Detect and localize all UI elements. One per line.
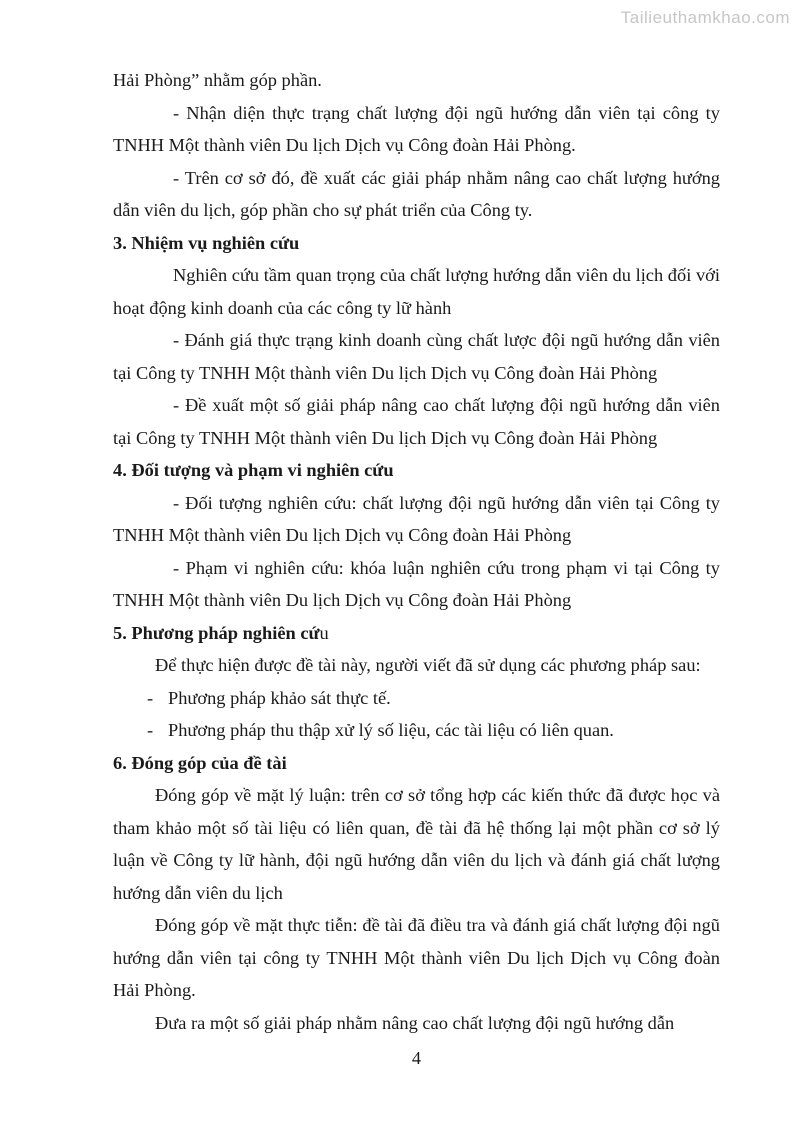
list-dash-icon: - xyxy=(147,720,154,740)
section-heading-3: 3. Nhiệm vụ nghiên cứu xyxy=(113,232,300,253)
method-list-item-2 xyxy=(113,714,720,747)
paragraph-s6-1: Đóng góp về mặt lý luận: trên cơ sở tổng hợp các kiến thức đã được học và tham khảo một số tài liệu có liên quan, đề tài đã hệ thống lại một phần cơ sở lý luận về Công ty lữ hành, đội ngũ hướng dẫn viên du lịch và đánh giá chất lượng hướng dẫn viên du lịch xyxy=(113,785,720,903)
method-list-item-1 xyxy=(113,682,720,715)
paragraph-s3-1: Nghiên cứu tầm quan trọng của chất lượng hướng dẫn viên du lịch đối với hoạt động kinh doanh của các công ty lữ hành xyxy=(113,265,720,318)
paragraph-s3-2: - Đánh giá thực trạng kinh doanh cùng chất lược đội ngũ hướng dẫn viên tại Công ty TNHH Một thành viên Du lịch Dịch vụ Công đoàn Hải Phòng xyxy=(113,330,720,383)
page-footer xyxy=(113,1042,720,1075)
paragraph-intro-continuation: Hải Phòng” nhằm góp phần. xyxy=(113,70,322,90)
section-heading-6: 6. Đóng góp của đề tài xyxy=(113,752,287,773)
section-heading-5-bold-part: 5. Phương pháp nghiên cứ xyxy=(113,622,320,643)
section-heading-5-regular-part: u xyxy=(319,622,329,643)
paragraph-objective-1: - Nhận diện thực trạng chất lượng đội ngũ hướng dẫn viên tại công ty TNHH Một thành viên Du lịch Dịch vụ Công đoàn Hải Phòng. xyxy=(113,102,720,155)
method-list-item-1-text: Phương pháp khảo sát thực tế. xyxy=(168,687,391,708)
paragraph-s6-2: Đóng góp về mặt thực tiễn: đề tài đã điều tra và đánh giá chất lượng đội ngũ hướng dẫn viên tại công ty TNHH Một thành viên Du lịch Dịch vụ Công đoàn Hải Phòng. xyxy=(113,915,720,1000)
page-number: 4 xyxy=(411,1048,422,1068)
section-heading-5 xyxy=(113,617,720,650)
paragraph-s5-1: Để thực hiện được đề tài này, người viết đã sử dụng các phương pháp sau: xyxy=(155,655,701,675)
list-dash-icon: - xyxy=(147,687,154,708)
paragraph-s4-1: - Đối tượng nghiên cứu: chất lượng đội ngũ hướng dẫn viên tại Công ty TNHH Một thành viên Du lịch Dịch vụ Công đoàn Hải Phòng xyxy=(113,492,720,545)
paragraph-s6-3: Đưa ra một số giải pháp nhằm nâng cao chất lượng đội ngũ hướng dẫn xyxy=(155,1012,675,1033)
paragraph-s3-3: - Đề xuất một số giải pháp nâng cao chất lượng đội ngũ hướng dẫn viên tại Công ty TNHH Một thành viên Du lịch Dịch vụ Công đoàn Hải Phòng xyxy=(113,395,720,448)
watermark-text: Tailieuthamkhao.com xyxy=(620,8,790,27)
paragraph-objective-2: - Trên cơ sở đó, đề xuất các giải pháp nhằm nâng cao chất lượng hướng dẫn viên du lịch, góp phần cho sự phát triển của Công ty. xyxy=(113,167,720,220)
section-heading-4: 4. Đối tượng và phạm vi nghiên cứu xyxy=(113,460,394,480)
document-content xyxy=(113,64,720,1039)
method-list-item-2-text: Phương pháp thu thập xử lý số liệu, các tài liệu có liên quan. xyxy=(168,720,614,740)
paragraph-s4-2: - Phạm vi nghiên cứu: khóa luận nghiên cứu trong phạm vi tại Công ty TNHH Một thành viên Du lịch Dịch vụ Công đoàn Hải Phòng xyxy=(113,557,720,610)
